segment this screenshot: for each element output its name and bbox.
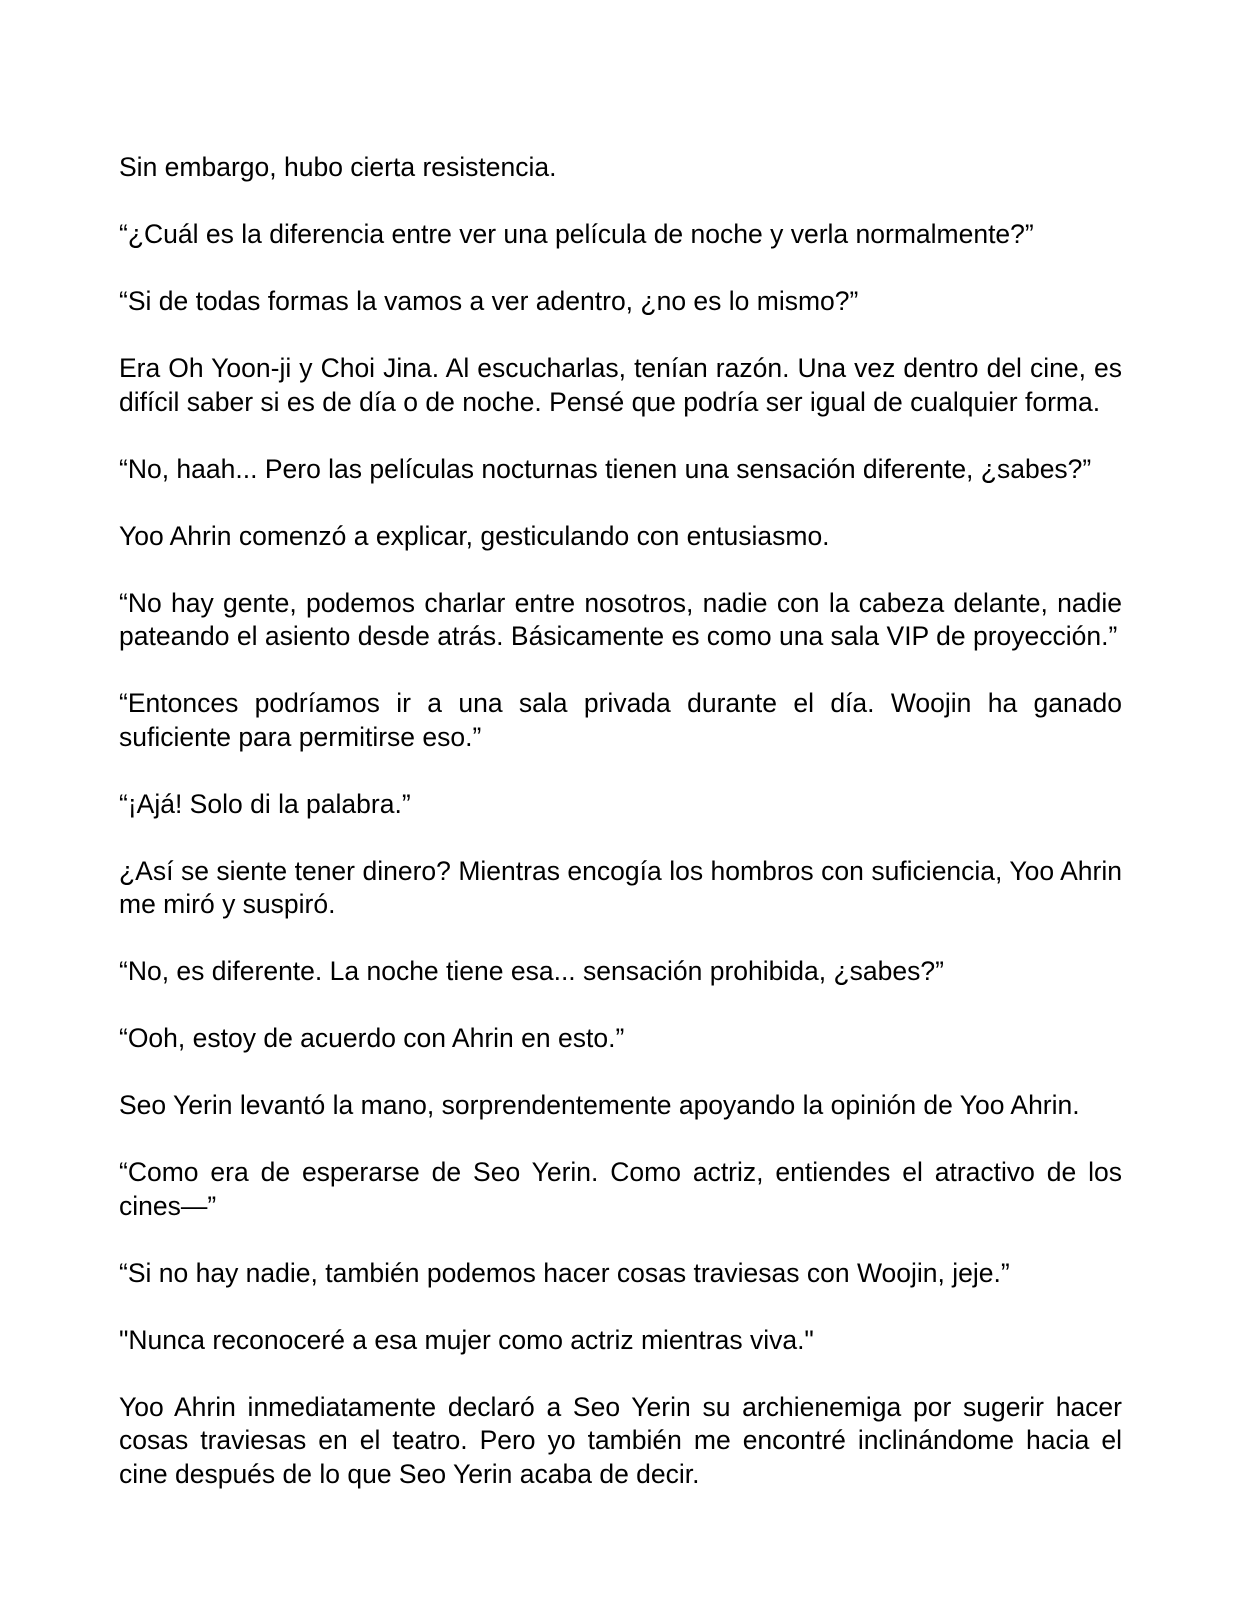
paragraph-13: Seo Yerin levantó la mano, sorprendentemente apoyando la opinión de Yoo Ahrin. [119,1090,1080,1120]
paragraph-17: Yoo Ahrin inmediatamente declaró a Seo Yerin su archienemiga por sugerir hacer cosas traviesas en el teatro. Pero yo también me encontré inclinándome hacia el cine después de lo que Seo Yerin acaba de decir. [119,1391,1122,1489]
paragraph-6: Yoo Ahrin comenzó a explicar, gesticulando con entusiasmo. [119,520,830,551]
paragraph-9: “¡Ajá! Solo di la palabra.” [119,788,411,819]
paragraph-16: "Nunca reconoceré a esa mujer como actriz mientras viva." [119,1324,814,1355]
document-body [119,151,1122,1525]
paragraph-7: “No hay gente, podemos charlar entre nosotros, nadie con la cabeza delante, nadie pateando el asiento desde atrás. Básicamente es como una sala VIP de proyección.” [119,587,1122,651]
paragraph-4: Era Oh Yoon-ji y Choi Jina. Al escucharlas, tenían razón. Una vez dentro del cine, es difícil saber si es de día o de noche. Pensé que podría ser igual de cualquier forma. [119,353,1122,417]
paragraph-8: “Entonces podríamos ir a una sala privada durante el día. Woojin ha ganado suficiente para permitirse eso.” [119,688,1122,752]
paragraph-11: “No, es diferente. La noche tiene esa... sensación prohibida, ¿sabes?” [119,956,944,986]
paragraph-12: “Ooh, estoy de acuerdo con Ahrin en esto.” [119,1023,625,1053]
paragraph-3: “Si de todas formas la vamos a ver adentro, ¿no es lo mismo?” [119,286,859,316]
paragraph-14: “Como era de esperarse de Seo Yerin. Como actriz, entiendes el atractivo de los cines—” [119,1157,1122,1221]
paragraph-10: ¿Así se siente tener dinero? Mientras encogía los hombros con suficiencia, Yoo Ahrin me miró y suspiró. [119,855,1122,919]
paragraph-1: Sin embargo, hubo cierta resistencia. [119,152,557,182]
paragraph-15: “Si no hay nadie, también podemos hacer cosas traviesas con Woojin, jeje.” [119,1257,1010,1288]
paragraph-2: “¿Cuál es la diferencia entre ver una película de noche y verla normalmente?” [119,219,1034,249]
paragraph-5: “No, haah... Pero las películas nocturnas tienen una sensación diferente, ¿sabes?” [119,453,1092,484]
